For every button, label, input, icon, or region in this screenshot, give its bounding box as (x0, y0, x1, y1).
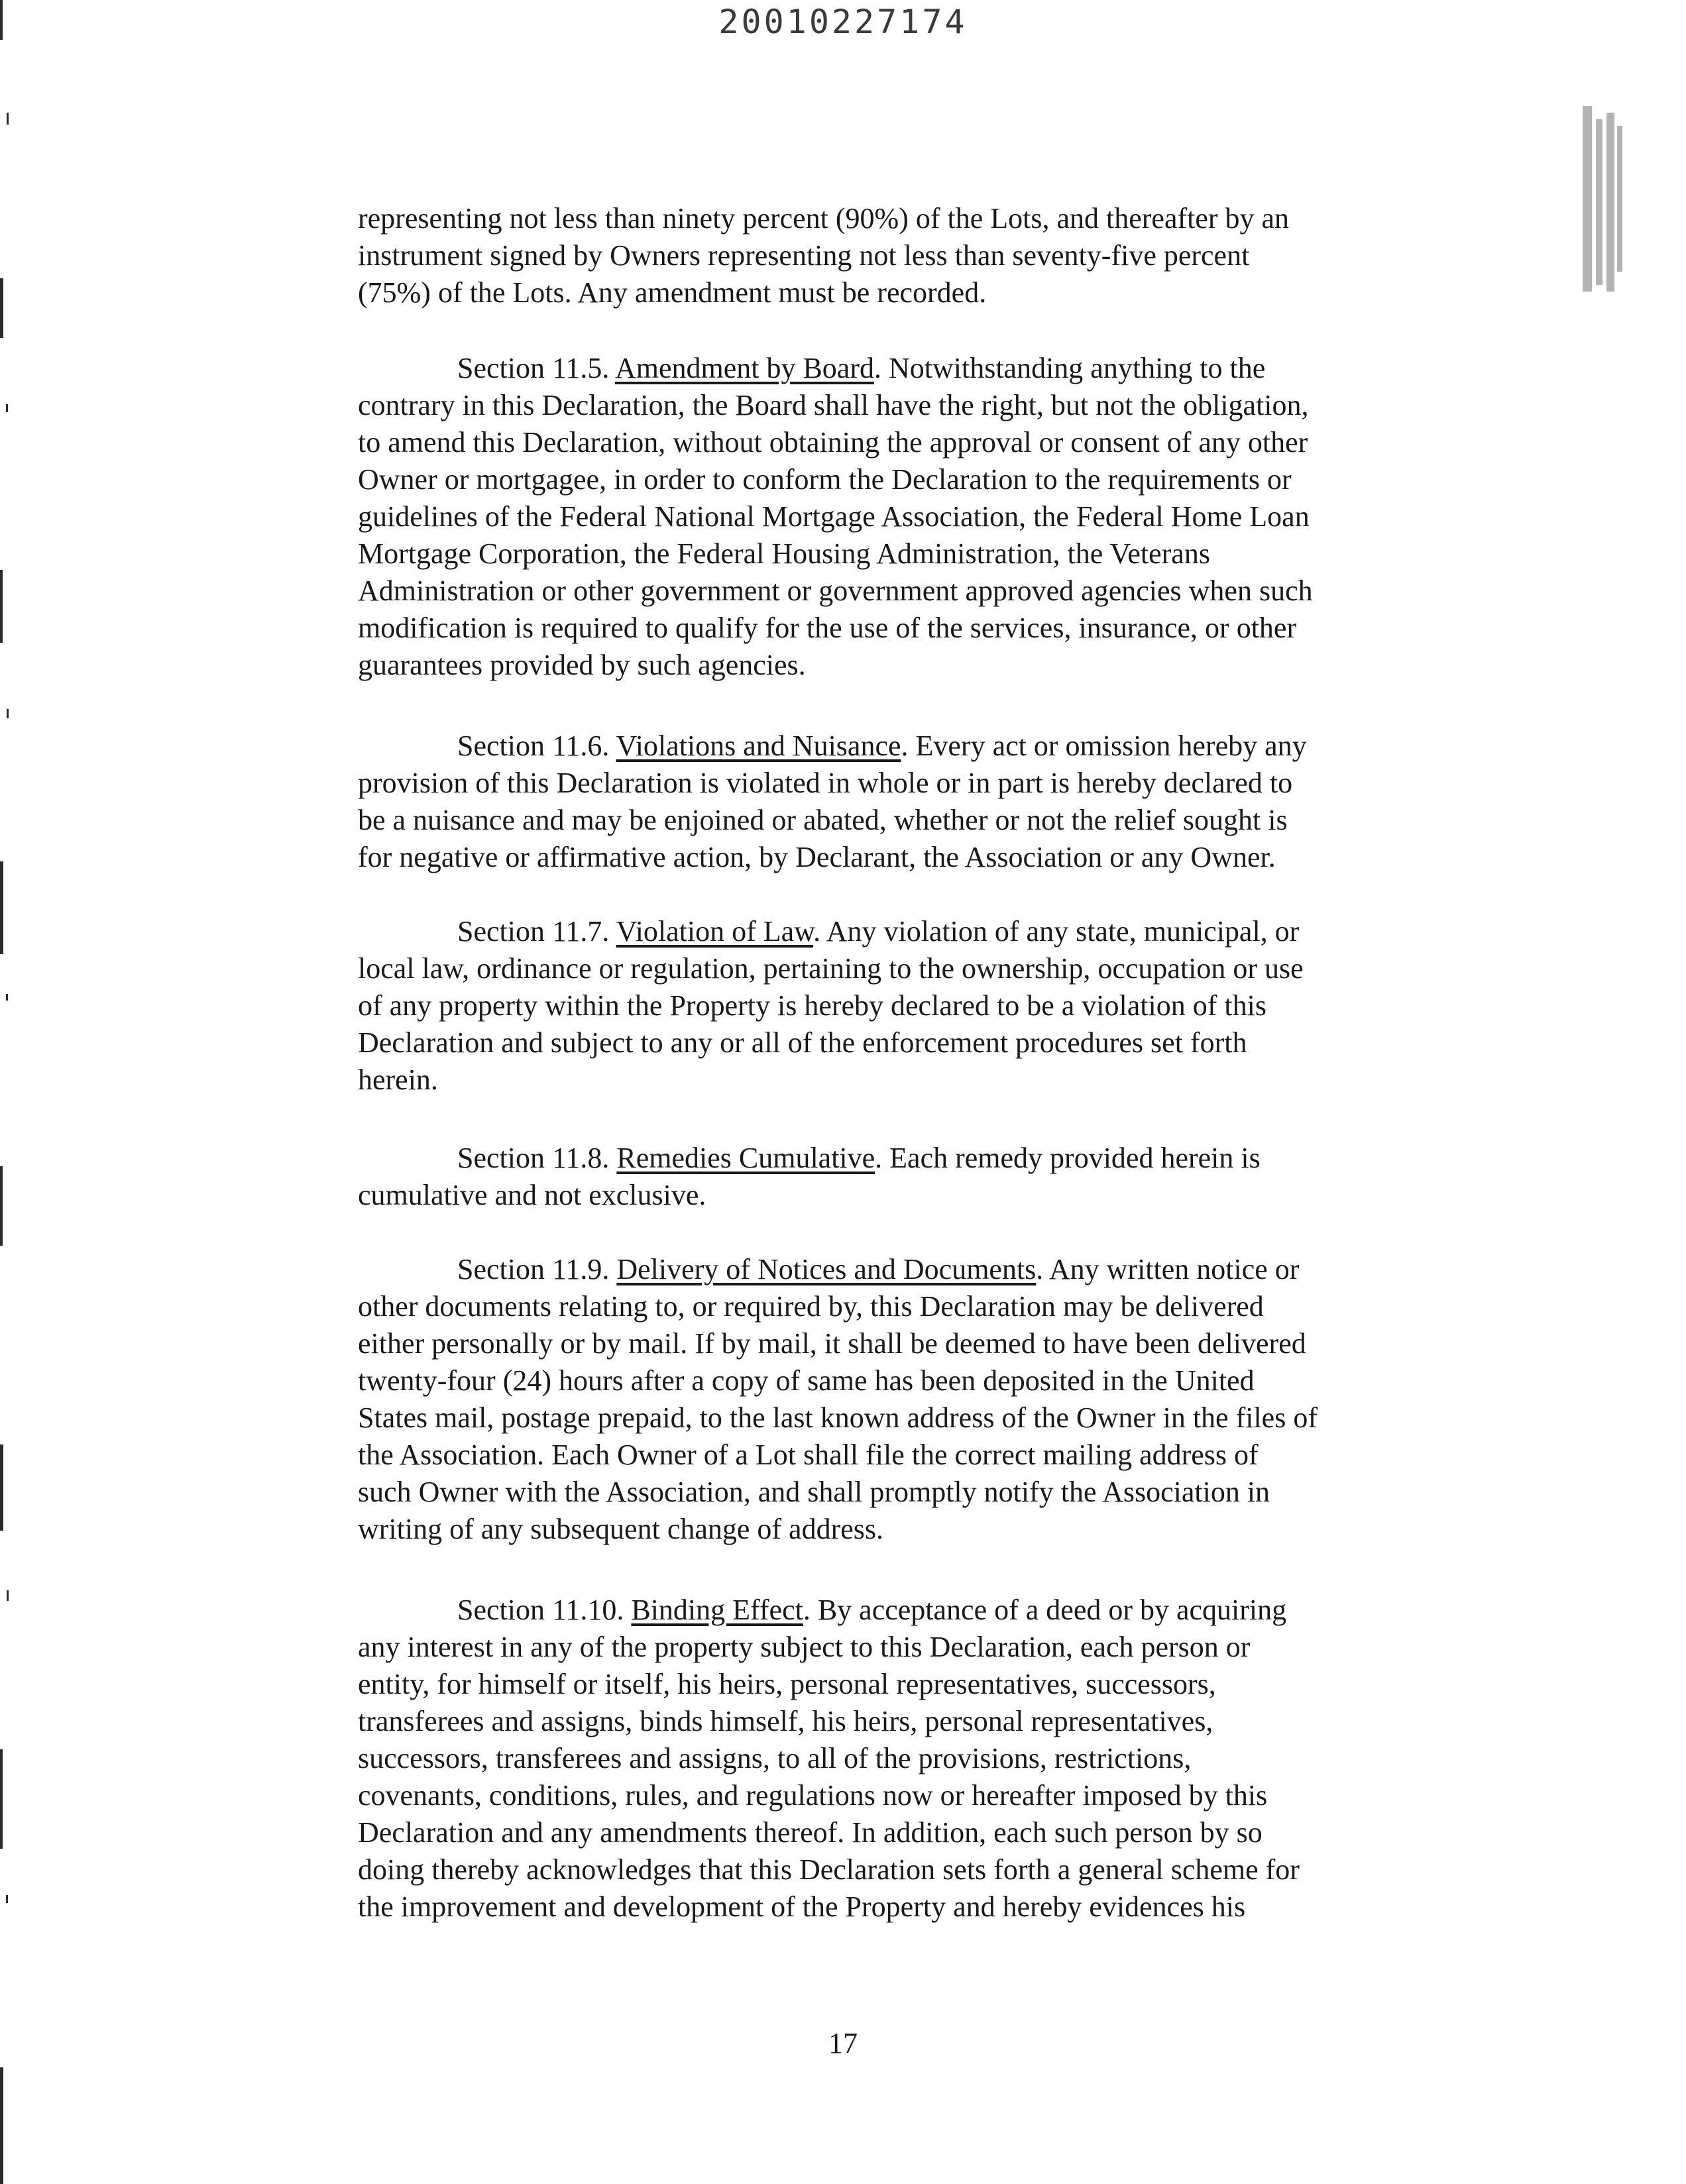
text-line: for negative or affirmative action, by Declarant, the Association or any Owner. (358, 841, 1276, 873)
section-heading: Amendment by Board (614, 352, 874, 384)
section-heading: Binding Effect (631, 1594, 803, 1626)
text-line: Administration or other government or government approved agencies when such (358, 574, 1313, 607)
text-line: covenants, conditions, rules, and regulations now or hereafter imposed by this (358, 1779, 1268, 1812)
section-heading: Remedies Cumulative (616, 1142, 875, 1174)
text-line: local law, ordinance or regulation, pertaining to the ownership, occupation or use (358, 952, 1304, 985)
section-first-line (358, 1251, 1458, 1288)
section-number: Section 11.5. (457, 352, 610, 384)
text-line: the improvement and development of the Property and hereby evidences his (358, 1890, 1246, 1923)
section-number: Section 11.9. (457, 1253, 610, 1285)
section-number: Section 11.10. (457, 1594, 624, 1626)
paragraph-continuation (358, 200, 1458, 311)
section-11-5 (358, 350, 1458, 684)
text-line: any interest in any of the property subject to this Declaration, each person or (358, 1631, 1251, 1663)
text-line: successors, transferees and assigns, to all of the provisions, restrictions, (358, 1742, 1192, 1774)
section-number: Section 11.8. (457, 1142, 610, 1174)
scan-stamp-mark (1579, 99, 1625, 298)
section-heading: Delivery of Notices and Documents (616, 1253, 1037, 1285)
text-line: transferees and assigns, binds himself, his heirs, personal representatives, (358, 1705, 1213, 1737)
text-line: be a nuisance and may be enjoined or abated, whether or not the relief sought is (358, 804, 1288, 836)
text-line: writing of any subsequent change of address. (358, 1513, 884, 1545)
section-first-line-text: . Each remedy provided herein is (875, 1142, 1261, 1174)
section-11-9 (358, 1251, 1458, 1548)
text-line: Declaration and any amendments thereof. In addition, each such person by so (358, 1816, 1263, 1849)
section-number: Section 11.7. (457, 915, 610, 948)
section-first-line (358, 913, 1458, 950)
scan-margin-artifacts (0, 0, 20, 2184)
text-line: guarantees provided by such agencies. (358, 649, 806, 681)
text-line: Mortgage Corporation, the Federal Housing Administration, the Veterans (358, 537, 1210, 570)
section-heading: Violations and Nuisance (616, 730, 901, 762)
text-line: contrary in this Declaration, the Board shall have the right, but not the obligation, (358, 389, 1309, 421)
section-first-line (358, 1592, 1458, 1629)
text-line: herein. (358, 1064, 438, 1096)
text-line: States mail, postage prepaid, to the last known address of the Owner in the files of (358, 1401, 1318, 1434)
section-first-line (358, 728, 1458, 765)
text-line: provision of this Declaration is violated in whole or in part is hereby declared to (358, 767, 1293, 799)
text-line: other documents relating to, or required by, this Declaration may be delivered (358, 1290, 1264, 1323)
text-line: Owner or mortgagee, in order to conform the Declaration to the requirements or (358, 463, 1292, 496)
text-line: (75%) of the Lots. Any amendment must be recorded. (358, 276, 987, 309)
page-number: 17 (828, 2027, 858, 2059)
text-line: representing not less than ninety percent (90%) of the Lots, and thereafter by an (358, 202, 1290, 235)
section-heading: Violation of Law (616, 915, 814, 948)
text-line: entity, for himself or itself, his heirs, personal representatives, successors, (358, 1668, 1216, 1700)
document-number: 20010227174 (718, 3, 968, 41)
text-line: to amend this Declaration, without obtaining the approval or consent of any other (358, 426, 1308, 459)
section-11-6 (358, 728, 1458, 876)
text-line: doing thereby acknowledges that this Declaration sets forth a general scheme for (358, 1853, 1300, 1886)
section-first-line (358, 1140, 1458, 1177)
section-first-line-text: . Any violation of any state, municipal, or (813, 915, 1300, 948)
section-11-7 (358, 913, 1458, 1099)
text-line: instrument signed by Owners representing not less than seventy-five percent (358, 239, 1250, 272)
text-line: Declaration and subject to any or all of the enforcement procedures set forth (358, 1026, 1247, 1059)
text-line: such Owner with the Association, and shall promptly notify the Association in (358, 1476, 1270, 1508)
text-line: either personally or by mail. If by mail, it shall be deemed to have been delivered (358, 1327, 1306, 1360)
text-line: the Association. Each Owner of a Lot shall file the correct mailing address of (358, 1439, 1259, 1471)
section-first-line-text: . By acceptance of a deed or by acquiring (803, 1594, 1287, 1626)
section-11-8 (358, 1140, 1458, 1214)
section-first-line (358, 350, 1458, 387)
text-line: of any property within the Property is hereby declared to be a violation of this (358, 989, 1266, 1022)
section-first-line-text: . Any written notice or (1036, 1253, 1300, 1285)
section-first-line-text: . Every act or omission hereby any (901, 730, 1307, 762)
section-first-line-text: . Notwithstanding anything to the (873, 352, 1266, 384)
text-line: cumulative and not exclusive. (358, 1179, 706, 1211)
text-line: guidelines of the Federal National Mortgage Association, the Federal Home Loan (358, 500, 1310, 533)
section-11-10 (358, 1592, 1458, 1926)
text-line: modification is required to qualify for the use of the services, insurance, or other (358, 612, 1297, 644)
section-number: Section 11.6. (457, 730, 610, 762)
text-line: twenty-four (24) hours after a copy of same has been deposited in the United (358, 1364, 1255, 1397)
